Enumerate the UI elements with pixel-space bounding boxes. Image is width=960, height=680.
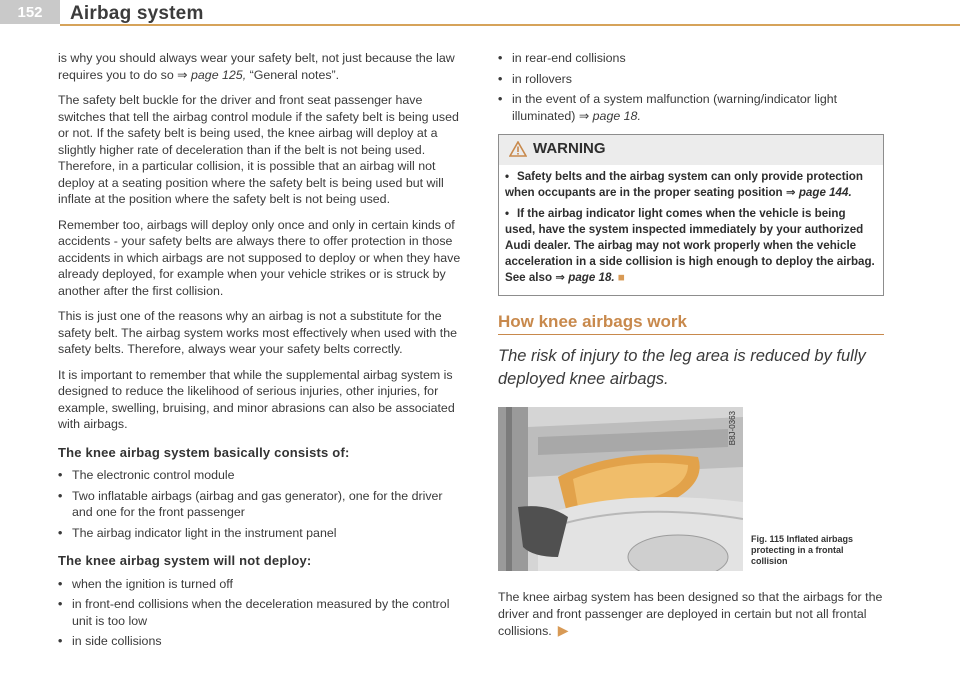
page-number: 152 xyxy=(0,0,60,24)
bullet-icon: • xyxy=(58,634,63,648)
warning-item: • If the airbag indicator light comes when the vehicle is being used, have the system inspected immediately by your authorized Audi dealer. The airbag may not work properly when the vehicle acceleration in a side collision is high enough to deploy the airbag. See also ⇒ page 18. ■ xyxy=(505,206,875,284)
knee-airbag-figure xyxy=(498,407,743,571)
paragraph-text: “General notes”. xyxy=(246,67,340,82)
bullet-icon: • xyxy=(58,488,63,503)
header-rule xyxy=(60,24,960,26)
figure-label: Fig. 115 xyxy=(751,534,785,544)
bullet-icon: • xyxy=(58,597,63,611)
not-deploy-heading: The knee airbag system will not deploy: xyxy=(58,553,312,568)
page-reference-link[interactable]: page 144. xyxy=(798,185,852,199)
list-item: • in rollovers xyxy=(498,71,572,86)
paragraph-deploy-once: Remember too, airbags will deploy only once and only in certain kinds of accidents - your safety belts are always there to offer protection in those accidents in which airbags are not supposed to deploy or when they have already deployed, for example when your vehicle strikes or is struck by another after the first collision. xyxy=(58,217,461,298)
figure-caption xyxy=(751,534,871,571)
page-reference-link[interactable]: page 18. xyxy=(568,270,615,284)
bullet-icon: • xyxy=(505,206,510,220)
list-item: • in the event of a system malfunction (warning/indicator light illuminated) ⇒ page 18. xyxy=(498,92,838,123)
bullet-icon: • xyxy=(498,92,503,106)
paragraph-text: is why you should always wear your safety belt, not just because the law requires you to do so xyxy=(58,51,455,82)
section-intro: The risk of injury to the leg area is reduced by fully deployed knee airbags. xyxy=(498,347,866,388)
paragraph-buckle-switches: The safety belt buckle for the driver and front seat passenger have switches that tell the airbag control module if the safety belt is being used or not. If the safety belt is being used, the knee airbag will deploy at a slightly higher rate of deceleration than if the belt is not being used. Therefore, in a particular collision, it is possible that an airbag will not deploy at a seating position where the safety belt is being used but will inflate at the position where the safety belt is not being used. xyxy=(58,93,459,206)
paragraph-knee-airbag-design: The knee airbag system has been designed so that the airbags for the driver and front passenger are deployed in certain but not all frontal collisions. ▶ xyxy=(498,590,883,638)
paragraph-other-injuries: It is important to remember that while the supplemental airbag system is designed to reduce the likelihood of serious injuries, other injuries, for example, swelling, bruising, and minor abrasions can also be associated with airbags. xyxy=(58,367,455,431)
reference-arrow-icon: ⇒ xyxy=(555,270,565,284)
list-item: • in front-end collisions when the deceleration measured by the control unit is too low xyxy=(58,597,450,628)
continue-arrow-icon: ▶ xyxy=(557,622,569,638)
warning-body xyxy=(499,165,883,295)
reference-arrow-icon: ⇒ xyxy=(177,67,188,82)
left-column xyxy=(58,50,463,654)
warning-box xyxy=(498,134,884,296)
bullet-icon: • xyxy=(58,576,63,591)
warning-triangle-icon xyxy=(509,141,527,157)
bullet-icon: • xyxy=(58,468,63,482)
bullet-icon: • xyxy=(58,525,63,540)
section-header-title: Airbag system xyxy=(70,3,204,24)
consists-heading: The knee airbag system basically consists of: xyxy=(58,444,350,460)
paragraph-not-substitute: This is just one of the reasons why an airbag is not a substitute for the safety belt. The airbag system works most effectively when used with the safety belts. Therefore, always wear your safety belts correctly. xyxy=(58,309,457,356)
bullet-icon: • xyxy=(505,169,510,183)
bullet-icon: • xyxy=(498,71,503,86)
bullet-icon: • xyxy=(498,51,503,65)
knee-airbag-illustration xyxy=(498,407,743,571)
continued-not-deploy-list xyxy=(498,50,884,124)
consists-list xyxy=(58,467,463,541)
paragraph-safety-belt-law xyxy=(58,50,463,83)
warning-item: • Safety belts and the airbag system can only provide protection when occupants are in the proper seating position ⇒ page 144. xyxy=(505,169,863,199)
list-item: • in side collisions xyxy=(58,634,162,648)
list-item: • The electronic control module xyxy=(58,468,235,482)
section-title-knee-airbags: How knee airbags work xyxy=(498,314,884,336)
end-square-icon: ■ xyxy=(617,270,625,284)
right-column xyxy=(498,50,884,649)
figure-code: B8J-0363 xyxy=(727,411,737,446)
warning-label: WARNING xyxy=(533,140,606,157)
list-item: • Two inflatable airbags (airbag and gas generator), one for the driver and one for the front passenger xyxy=(58,488,443,519)
reference-arrow-icon: ⇒ xyxy=(785,185,796,199)
reference-arrow-icon: ⇒ xyxy=(578,108,590,123)
page-reference-link[interactable]: page 125, xyxy=(191,67,247,82)
list-item: • in rear-end collisions xyxy=(498,51,626,65)
not-deploy-list xyxy=(58,576,463,650)
list-item: • The airbag indicator light in the instrument panel xyxy=(58,525,337,540)
figure-caption-text: Inflated airbags protecting in a frontal collision xyxy=(751,534,854,566)
figure-container xyxy=(498,407,884,571)
warning-title xyxy=(499,135,883,165)
list-item: • when the ignition is turned off xyxy=(58,576,233,591)
page-reference-link[interactable]: page 18. xyxy=(592,108,641,123)
